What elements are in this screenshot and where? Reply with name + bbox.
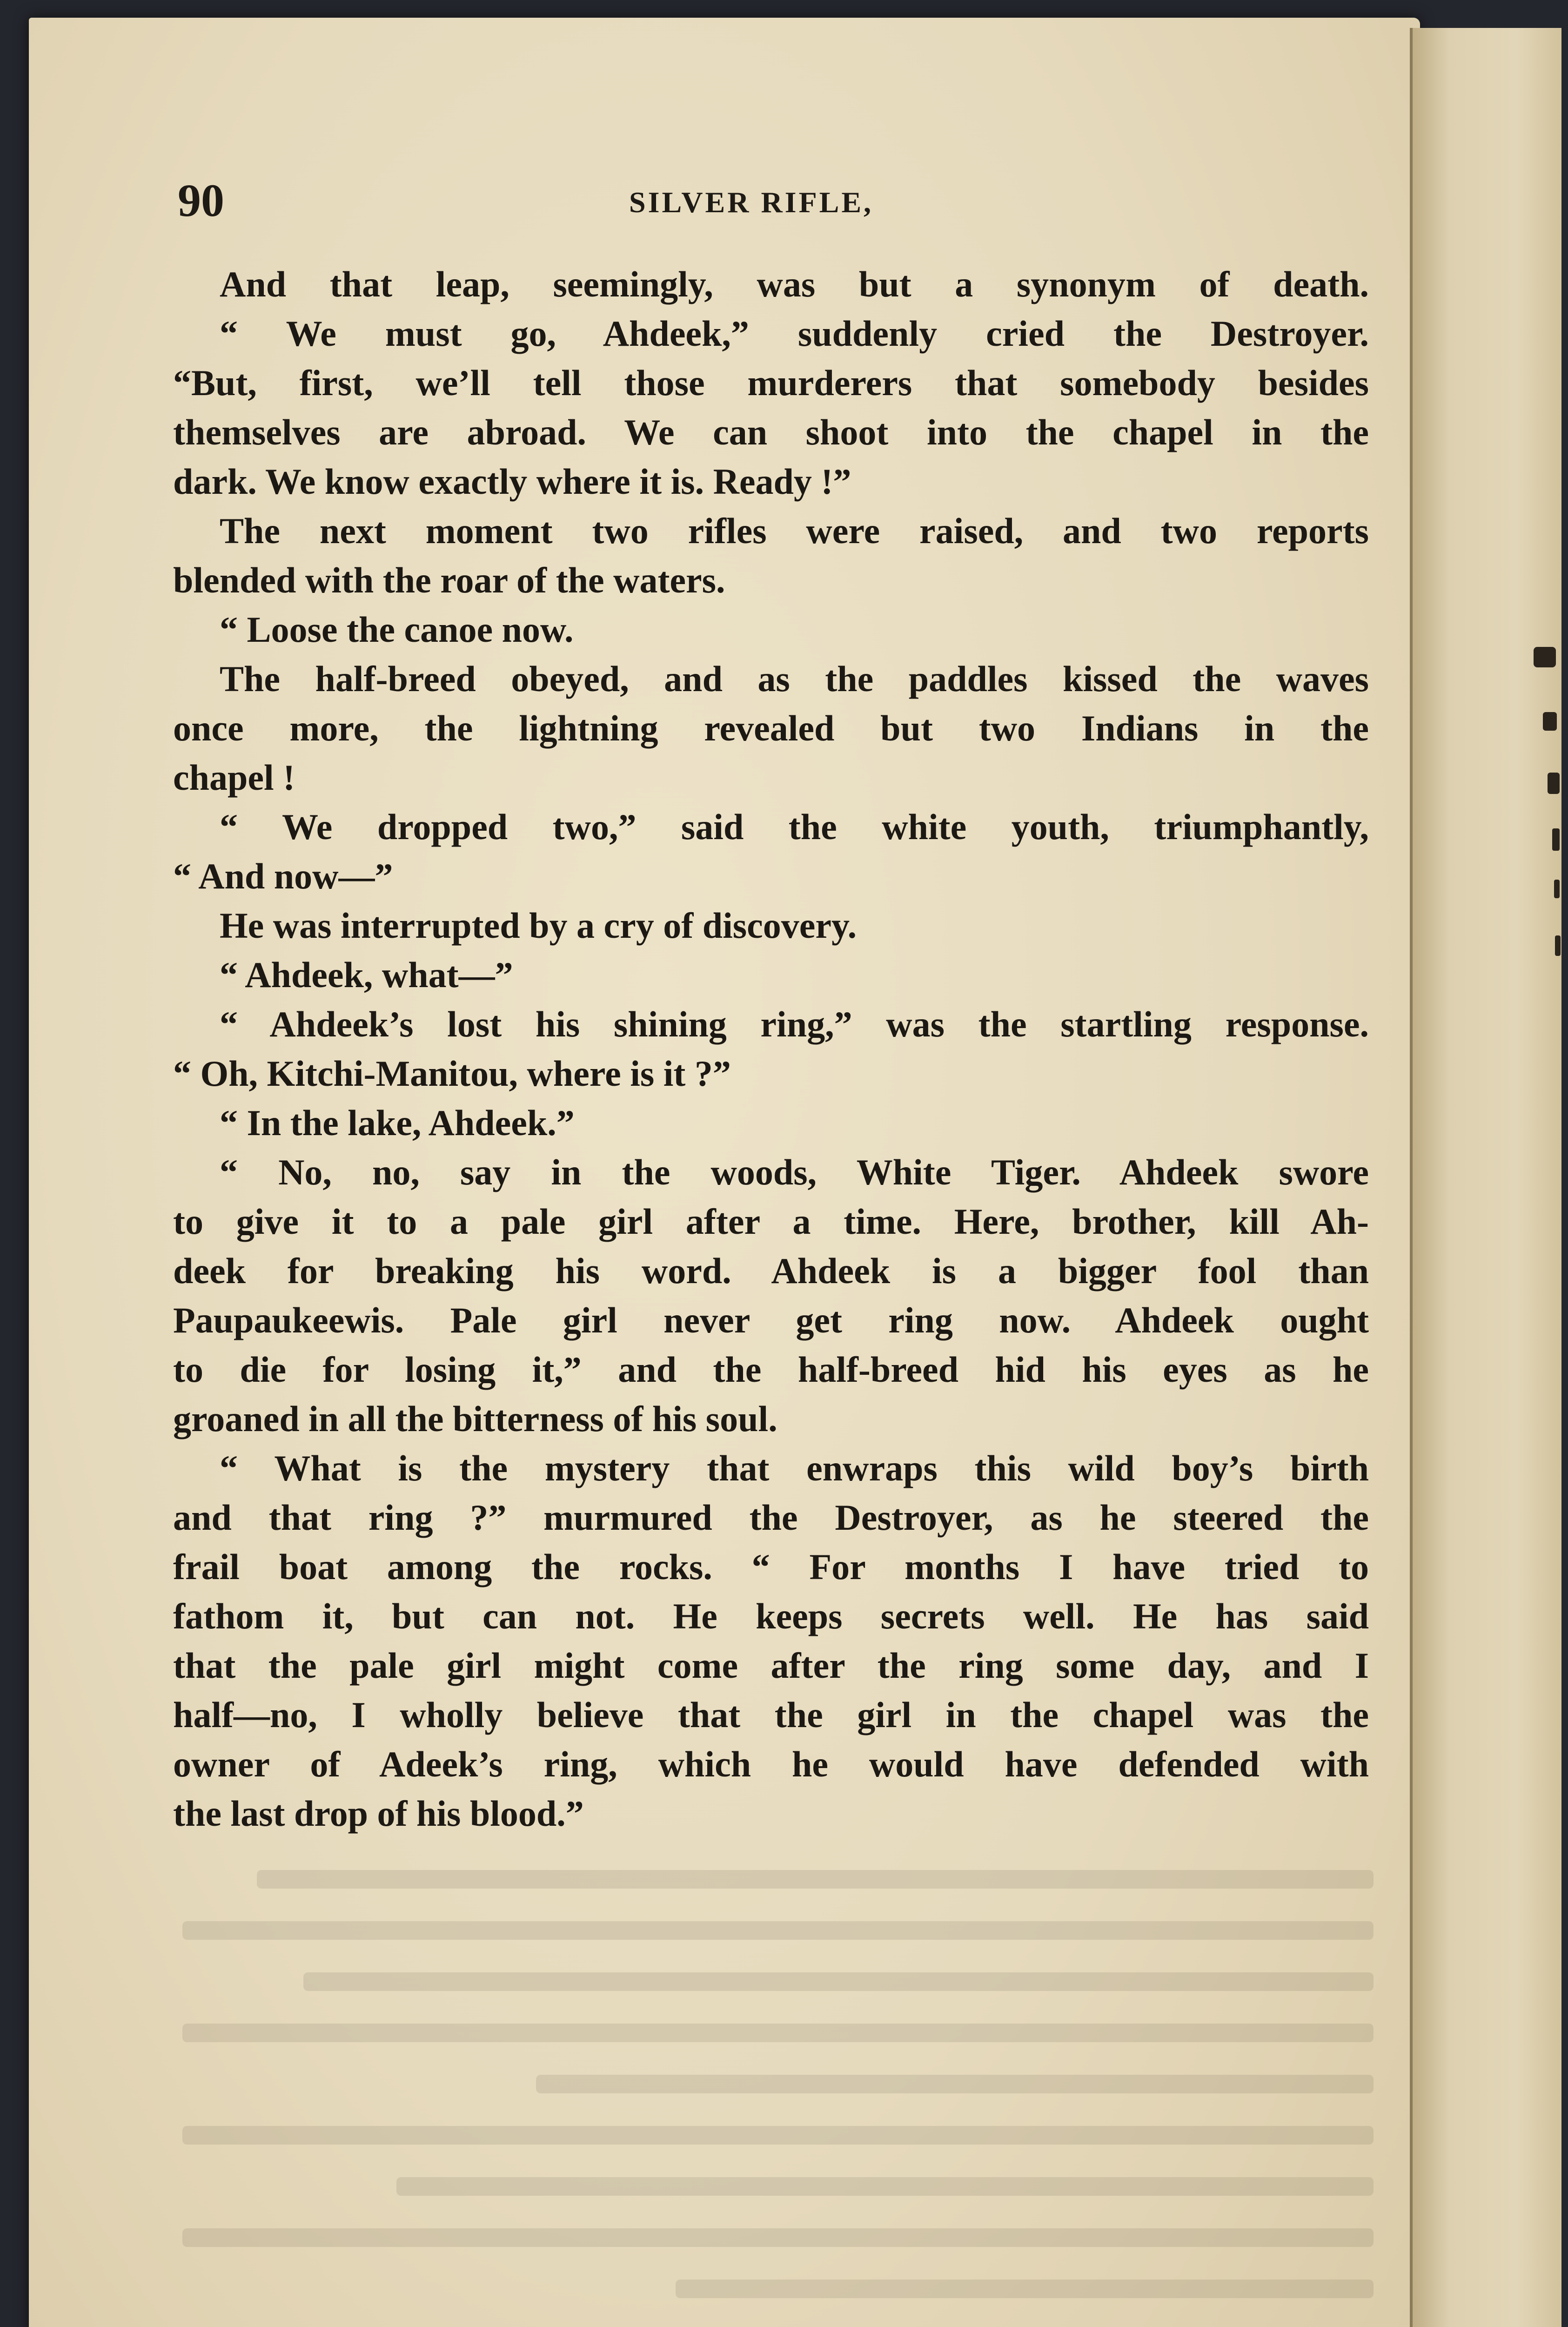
- text-line: chapel !: [173, 757, 295, 798]
- text-line: “ Ahdeek’s lost his shining ring,” was the startling response.: [220, 1004, 1369, 1044]
- text-line: “ We must go, Ahdeek,” suddenly cried the Destroyer.: [220, 313, 1369, 354]
- show-through-lines: [182, 1861, 1374, 2327]
- adjacent-page-edge: [1410, 28, 1561, 2327]
- text-line: the last drop of his blood.”: [173, 1793, 584, 1834]
- text-line: to give it to a pale girl after a time. Here, brother, kill Ah-: [173, 1201, 1369, 1242]
- text-line: that the pale girl might come after the ring some day, and I: [173, 1645, 1369, 1686]
- text-line: “ Oh, Kitchi-Manitou, where is it ?”: [173, 1053, 731, 1094]
- text-line: The half-breed obeyed, and as the paddles kissed the waves: [220, 659, 1369, 699]
- text-line: The next moment two rifles were raised, and two reports: [220, 511, 1369, 551]
- show-through-texture: [182, 1861, 1374, 2327]
- body-text: [173, 260, 1369, 1838]
- book-page: [29, 18, 1420, 2327]
- text-line: “ What is the mystery that enwraps this wild boy’s birth: [220, 1448, 1369, 1488]
- text-line: “ No, no, say in the woods, White Tiger. Ahdeek swore: [220, 1152, 1369, 1192]
- text-line: “ Loose the canoe now.: [220, 609, 574, 650]
- text-line: “But, first, we’ll tell those murderers that somebody besides: [173, 363, 1369, 403]
- text-line: “ And now—”: [173, 856, 393, 896]
- text-line: blended with the roar of the waters.: [173, 560, 725, 600]
- text-line: He was interrupted by a cry of discovery.: [220, 905, 857, 946]
- adjacent-page-fragments: [1413, 28, 1561, 2327]
- text-line: groaned in all the bitterness of his soul.: [173, 1399, 777, 1439]
- text-line: fathom it, but can not. He keeps secrets well. He has said: [173, 1596, 1369, 1636]
- text-line: to die for losing it,” and the half-breed hid his eyes as he: [173, 1349, 1369, 1390]
- text-line: owner of Adeek’s ring, which he would have defended with: [173, 1744, 1369, 1784]
- text-line: deek for breaking his word. Ahdeek is a bigger fool than: [173, 1251, 1369, 1291]
- text-line: Paupaukeewis. Pale girl never get ring now. Ahdeek ought: [173, 1300, 1369, 1340]
- text-line: themselves are abroad. We can shoot into the chapel in the: [173, 412, 1369, 452]
- text-line: “ In the lake, Ahdeek.”: [220, 1103, 575, 1143]
- text-line: “ We dropped two,” said the white youth, triumphantly,: [220, 807, 1369, 847]
- text-line: once more, the lightning revealed but two Indians in the: [173, 708, 1369, 748]
- text-line: and that ring ?” murmured the Destroyer, as he steered the: [173, 1497, 1369, 1538]
- text-line: dark. We know exactly where it is. Ready !”: [173, 461, 851, 502]
- text-line: frail boat among the rocks. “ For months I have tried to: [173, 1547, 1369, 1587]
- page-number: 90: [178, 175, 224, 226]
- text-line: “ Ahdeek, what—”: [220, 955, 513, 995]
- text-line: And that leap, seemingly, was but a synonym of death.: [220, 264, 1369, 304]
- text-line: half—no, I wholly believe that the girl in the chapel was the: [173, 1695, 1369, 1735]
- running-head: SILVER RIFLE,: [629, 186, 874, 219]
